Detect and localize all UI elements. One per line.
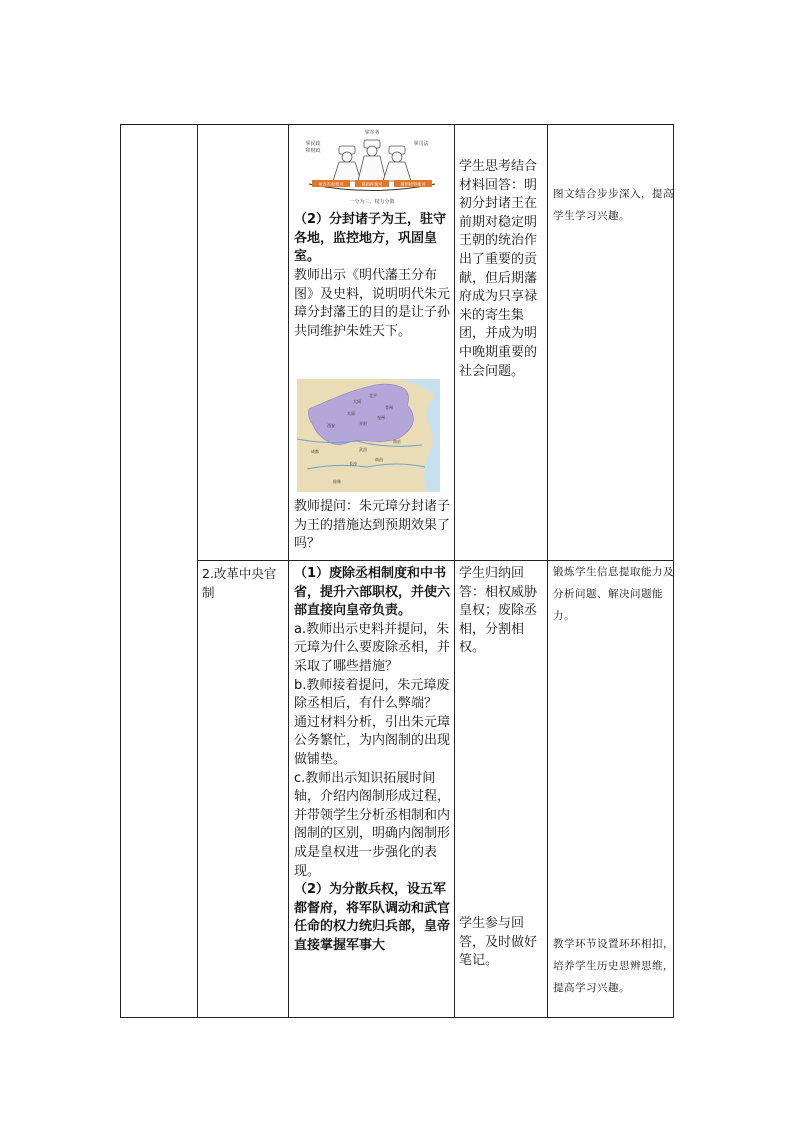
map-city-label: 桂林: [333, 479, 341, 484]
row2-item-b-note: 通过材料分析，引出朱元璋公务繁忙，为内阁制的出现做铺垫。: [294, 714, 451, 767]
official-figure-left: [333, 146, 361, 181]
row1-para2: 教师提问：朱元璋分封诸子为王的措施达到预期效果了吗？: [294, 499, 451, 552]
office-box-2-label: 都指挥使司: [361, 181, 383, 187]
map-city-label: 武昌: [359, 447, 367, 452]
map-city-label: 大同: [353, 399, 361, 404]
lesson-plan-table: [120, 124, 674, 1018]
map-city-label: 西安: [327, 423, 335, 428]
official-figure-middle: [358, 140, 386, 181]
row2-design-intent-2: 教学环节设置环环相扣，培养学生历史思辨思维，提高学习兴趣。: [553, 938, 674, 994]
row1-para1: 教师出示《明代藩王分布图》及史料，说明明代朱元璋分封藩王的目的是让子孙共同维护朱姓天下。: [294, 268, 451, 339]
map-city-label: 成都: [311, 449, 319, 454]
ming-princes-map: [297, 379, 440, 492]
three-offices-diagram: [293, 127, 451, 211]
row2-item-c: c.教师出示知识拓展时间轴，介绍内阁制形成过程，并带领学生分析丞相制和内阁制的区别，明确内阁制形成是皇权进一步强化的表现。: [294, 770, 451, 879]
row2-item-a: a.教师出示史料并提问，朱元璋为什么要废除丞相，并采取了哪些措施？: [294, 621, 451, 674]
ming-princes-map-image: [297, 379, 440, 492]
diagram-left-label-1: 掌民政: [305, 141, 321, 147]
row2-design-intent-1: 锻炼学生信息提取能力及分析问题、解决问题能力。: [553, 566, 674, 622]
row2-item-b: b.教师接着提问，朱元璋废除丞相后，有什么弊端？: [294, 677, 450, 712]
diagram-right-label: 掌司法: [413, 141, 429, 147]
office-box-3-label: 提刑按察使司: [400, 181, 426, 187]
diagram-caption: 一分为三，权力分散: [349, 199, 395, 205]
column-divider: [288, 125, 289, 1017]
column-divider: [547, 125, 548, 1017]
diagram-left-label-2: 和财政: [305, 148, 321, 154]
three-offices-figures: [293, 127, 451, 211]
office-box-1-label: 承宣布政使司: [318, 181, 344, 187]
map-city-label: 北平: [369, 393, 377, 398]
official-figure-right: [383, 146, 411, 181]
map-city-label: 南京: [393, 439, 401, 444]
map-city-label: 兖州: [377, 415, 385, 420]
map-city-label: 太原: [347, 411, 355, 416]
row2-content: [294, 565, 452, 955]
row1-heading: （2）分封诸子为王，驻守各地，监控地方，巩固皇室。: [294, 212, 447, 265]
column-divider: [197, 125, 198, 1017]
column-divider: [454, 125, 455, 1017]
map-city-label: 青州: [385, 405, 393, 410]
row2-student-activity-1: 学生归纳回答：相权威胁皇权；废除丞相，分割相权。: [459, 566, 538, 656]
map-city-label: 开封: [359, 421, 367, 426]
row2-section-title: 2.改革中央官制: [202, 566, 277, 600]
diagram-top-label: 掌军务: [364, 130, 380, 136]
row1-design-intent: 图文结合步步深入，提高学生学习兴趣。: [553, 188, 674, 222]
map-city-label: 长沙: [349, 461, 357, 466]
row1-student-activity: 学生思考结合材料回答：明初分封诸王在前期对稳定明王朝的统治作出了重要的贡献，但后期藩府成为只享禄米的寄生集团，并成为明中晚期重要的社会问题。: [459, 159, 538, 379]
row2-heading2: （2）为分散兵权，设五军都督府，将军队调动和武官任命的权力统归兵部，皇帝直接掌握军事大: [294, 882, 451, 953]
map-city-label: 南昌: [375, 457, 383, 462]
row2-student-activity-2: 学生参与回答，及时做好笔记。: [459, 916, 538, 969]
row2-heading1: （1）废除丞相制度和中书省，提升六部职权，并使六部直接向皇帝负责。: [294, 566, 451, 619]
